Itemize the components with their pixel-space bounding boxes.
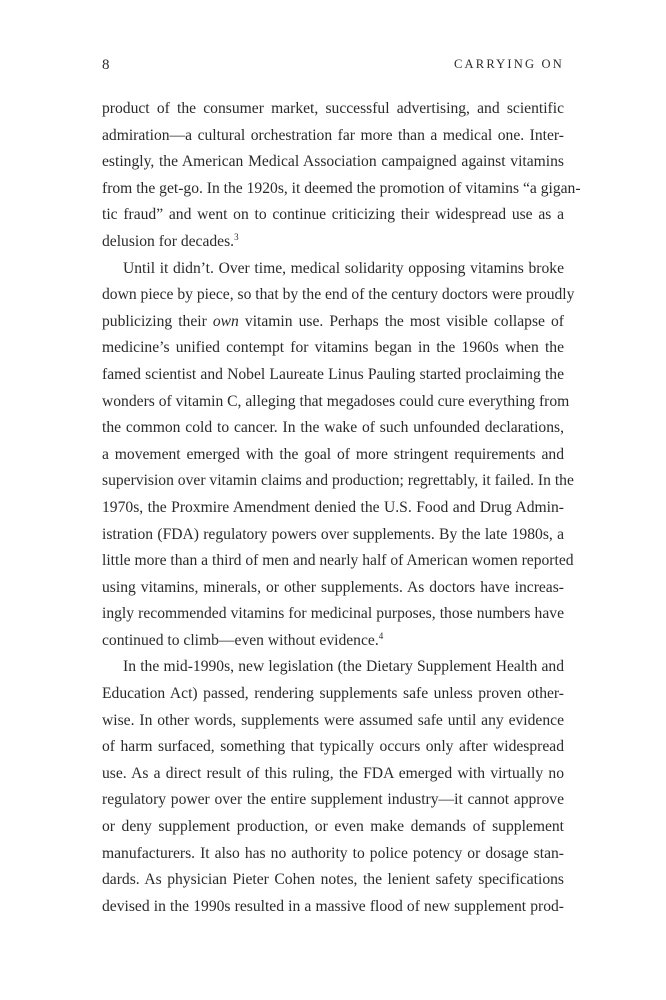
text-line-content: delusion for decades. xyxy=(102,232,235,250)
text-line: famed scientist and Nobel Laureate Linus Pauling started proclaiming the xyxy=(102,365,564,383)
text-line: estingly, the American Medical Association campaigned against vitamins xyxy=(102,153,564,171)
text-line: manufacturers. It also has no authority to police potency or dosage stan- xyxy=(102,844,564,862)
emphasis-own: own xyxy=(212,312,239,330)
text-line: 1970s, the Proxmire Amendment denied the U.S. Food and Drug Admin- xyxy=(102,498,564,516)
paragraph-2 xyxy=(102,256,575,655)
text-line: supervision over vitamin claims and production; regrettably, it failed. In the xyxy=(102,472,574,490)
text-line: Until it didn’t. Over time, medical solidarity opposing vitamins broke xyxy=(123,259,564,277)
text-line: or deny supplement production, or even make demands of supplement xyxy=(102,818,564,836)
text-line: ingly recommended vitamins for medicinal purposes, those numbers have xyxy=(102,605,564,623)
text-line: wise. In other words, supplements were assumed safe until any evidence xyxy=(102,711,564,729)
text-line: medicine’s unified contempt for vitamins began in the 1960s when the xyxy=(102,339,564,357)
text-line xyxy=(102,628,564,655)
footnote-marker-3: 3 xyxy=(234,231,239,242)
text-line: admiration—a cultural orchestration far more than a medical one. Inter- xyxy=(102,126,564,144)
paragraph-1 xyxy=(102,96,581,256)
text-line: In the mid-1990s, new legislation (the Dietary Supplement Health and xyxy=(123,658,564,676)
text-line: product of the consumer market, successful advertising, and scientific xyxy=(102,100,564,117)
text-line: use. As a direct result of this ruling, the FDA emerged with virtually no xyxy=(102,764,564,782)
text-line: little more than a third of men and nearly half of American women reported xyxy=(102,552,574,570)
text-line-content: continued to climb—even without evidence. xyxy=(102,631,379,649)
text-line: a movement emerged with the goal of more stringent requirements and xyxy=(102,445,564,463)
page-header xyxy=(102,57,564,77)
text-line: devised in the 1990s resulted in a massive flood of new supplement prod- xyxy=(102,897,564,915)
text-line: wonders of vitamin C, alleging that megadoses could cure everything from xyxy=(102,392,570,410)
running-head: CARRYING ON xyxy=(454,57,564,71)
text-line: using vitamins, minerals, or other supplements. As doctors have increas- xyxy=(102,578,564,596)
text-line: of harm surfaced, something that typically occurs only after widespread xyxy=(102,738,564,756)
text-line: publicizing their own vitamin use. Perhaps the most visible collapse of xyxy=(102,312,564,330)
page-number: 8 xyxy=(102,57,110,73)
text-line: from the get-go. In the 1920s, it deemed the promotion of vitamins “a gigan- xyxy=(102,179,581,197)
text-line: regulatory power over the entire supplement industry—it cannot approve xyxy=(102,791,564,809)
text-line: istration (FDA) regulatory powers over supplements. By the late 1980s, a xyxy=(102,525,564,543)
text-line: Education Act) passed, rendering supplements safe unless proven other- xyxy=(102,685,564,703)
paragraph-3 xyxy=(102,654,564,920)
text-line: dards. As physician Pieter Cohen notes, the lenient safety specifications xyxy=(102,871,564,889)
footnote-marker-4: 4 xyxy=(378,630,384,641)
text-line: down piece by piece, so that by the end of the century doctors were proudly xyxy=(102,286,575,304)
text-line xyxy=(102,229,564,256)
text-line: tic fraud” and went on to continue criticizing their widespread use as a xyxy=(102,206,564,224)
body-text xyxy=(102,96,581,920)
text-line: the common cold to cancer. In the wake of such unfounded declarations, xyxy=(102,419,564,437)
